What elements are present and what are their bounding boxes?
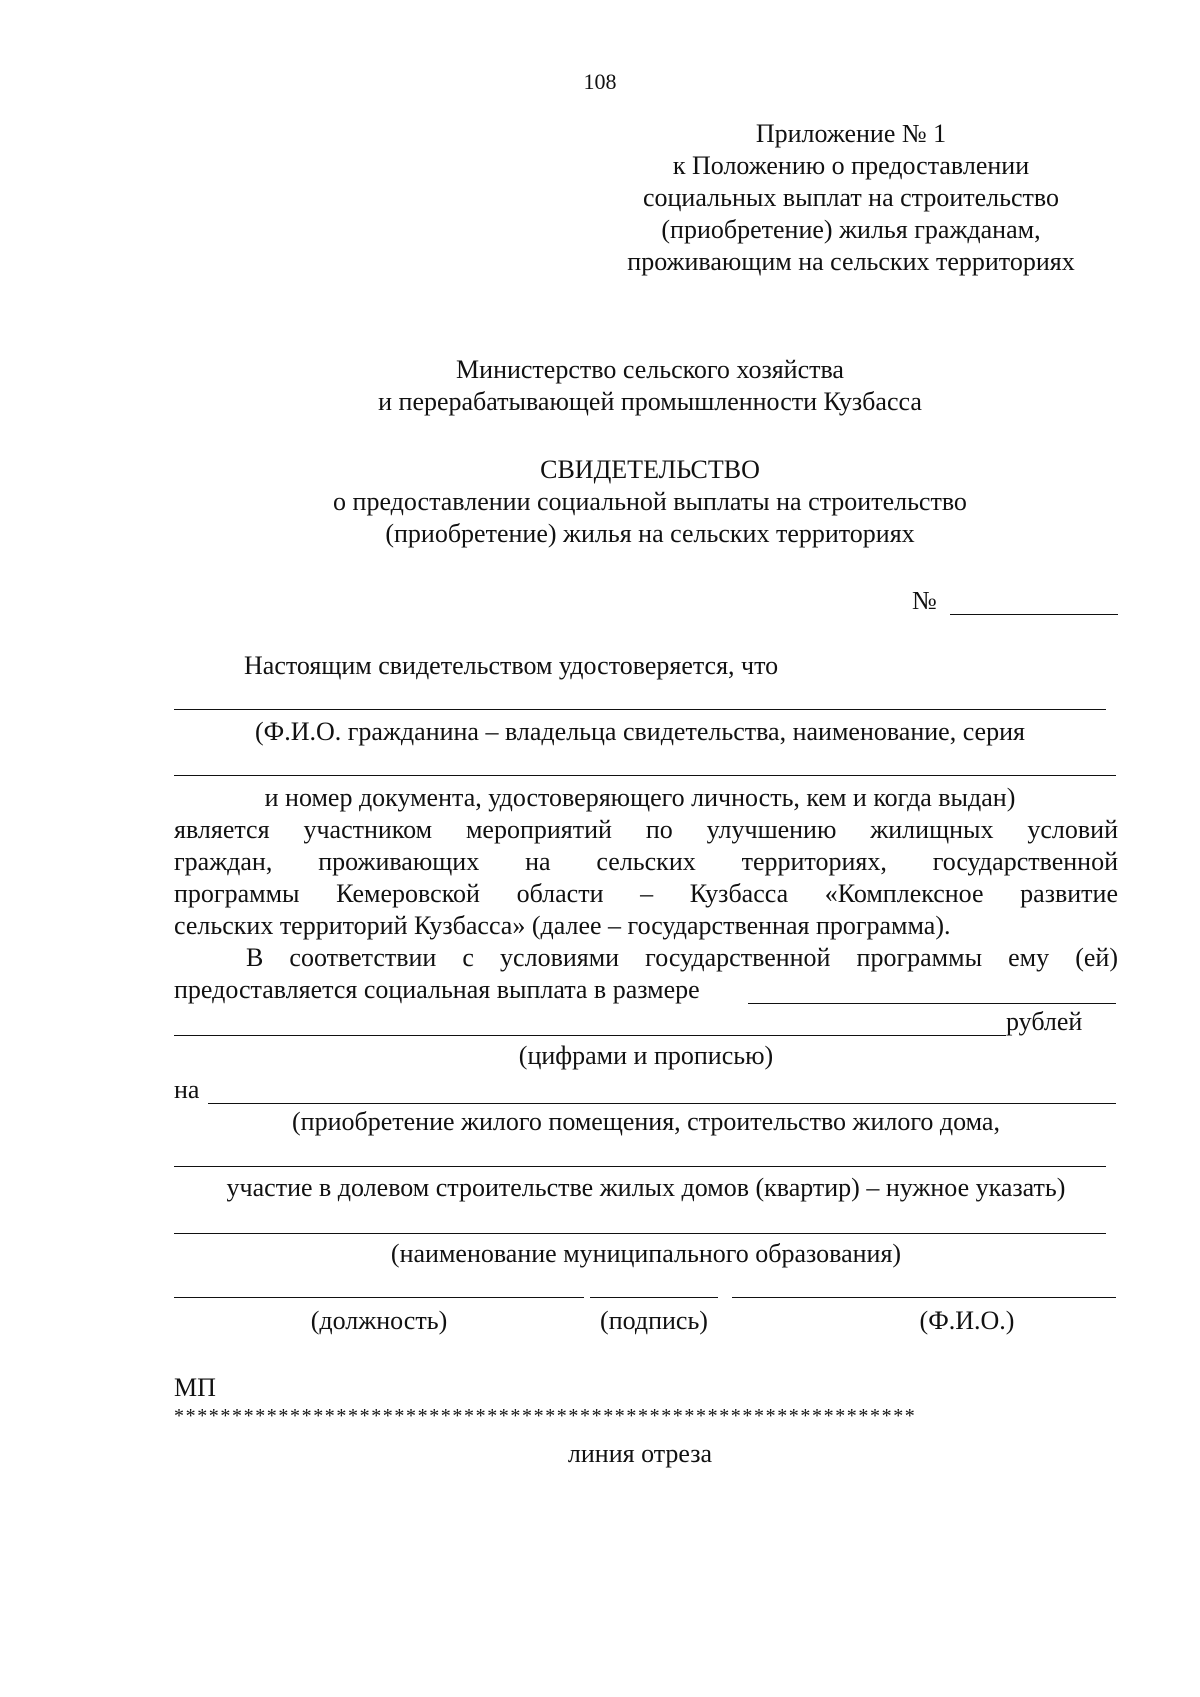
paragraph-line: программы Кемеровской области – Кузбасса «Комплексное развитие xyxy=(174,879,1118,908)
cut-line-stars: **************************************************************** xyxy=(174,1405,917,1427)
certificate-title: СВИДЕТЕЛЬСТВО xyxy=(540,455,760,484)
document-hint: и номер документа, удостоверяющего личность, кем и когда выдан) xyxy=(264,783,1016,812)
municipality-field[interactable] xyxy=(174,1233,1106,1234)
fio-hint: (Ф.И.О. гражданина – владельца свидетельства, наименование, серия xyxy=(255,717,1025,746)
certificate-subtitle: (приобретение) жилья на сельских территориях xyxy=(385,519,915,548)
rubles-label: рублей xyxy=(1006,1007,1083,1036)
certificate-number-field[interactable] xyxy=(950,614,1118,615)
cut-line-label: линия отреза xyxy=(567,1439,713,1468)
na-label: на xyxy=(174,1075,200,1104)
appendix-line: социальных выплат на строительство xyxy=(642,183,1060,212)
purpose-hint: участие в долевом строительстве жилых домов (квартир) – нужное указать) xyxy=(226,1173,1066,1202)
paragraph-line: предоставляется социальная выплата в размере xyxy=(174,975,700,1004)
municipality-hint: (наименование муниципального образования) xyxy=(390,1239,902,1268)
document-field[interactable] xyxy=(174,775,1116,776)
certificate-number-label: № xyxy=(912,586,937,615)
ministry-line: и перерабатывающей промышленности Кузбасса xyxy=(378,387,922,416)
name-field[interactable] xyxy=(732,1297,1116,1298)
stamp-label: МП xyxy=(174,1373,216,1402)
paragraph-line: является участником мероприятий по улучшению жилищных условий xyxy=(174,815,1118,844)
amount-hint: (цифрами и прописью) xyxy=(518,1041,774,1070)
appendix-line: Приложение № 1 xyxy=(755,119,947,148)
purpose-field-continued[interactable] xyxy=(174,1166,1106,1167)
purpose-field[interactable] xyxy=(208,1103,1116,1104)
position-hint: (должность) xyxy=(310,1306,448,1335)
intro-text: Настоящим свидетельством удостоверяется, что xyxy=(244,651,779,680)
purpose-hint: (приобретение жилого помещения, строительство жилого дома, xyxy=(292,1107,1000,1136)
appendix-line: к Положению о предоставлении xyxy=(672,151,1030,180)
position-field[interactable] xyxy=(174,1297,584,1298)
fio-field[interactable] xyxy=(174,709,1106,710)
certificate-subtitle: о предоставлении социальной выплаты на строительство xyxy=(333,487,967,516)
appendix-line: проживающим на сельских территориях xyxy=(627,247,1075,276)
name-hint: (Ф.И.О.) xyxy=(919,1306,1015,1335)
paragraph-line: сельских территорий Кузбасса» (далее – государственная программа). xyxy=(174,911,951,940)
amount-field-continued[interactable] xyxy=(174,1035,1006,1036)
amount-field[interactable] xyxy=(748,1003,1116,1004)
ministry-line: Министерство сельского хозяйства xyxy=(456,355,844,384)
paragraph-line: В соответствии с условиями государственной программы ему (ей) xyxy=(246,943,1118,972)
signature-hint: (подпись) xyxy=(600,1306,708,1335)
paragraph-line: граждан, проживающих на сельских территориях, государственной xyxy=(174,847,1118,876)
page-number: 108 xyxy=(583,69,617,94)
appendix-line: (приобретение) жилья гражданам, xyxy=(661,215,1041,244)
signature-field[interactable] xyxy=(590,1297,718,1298)
